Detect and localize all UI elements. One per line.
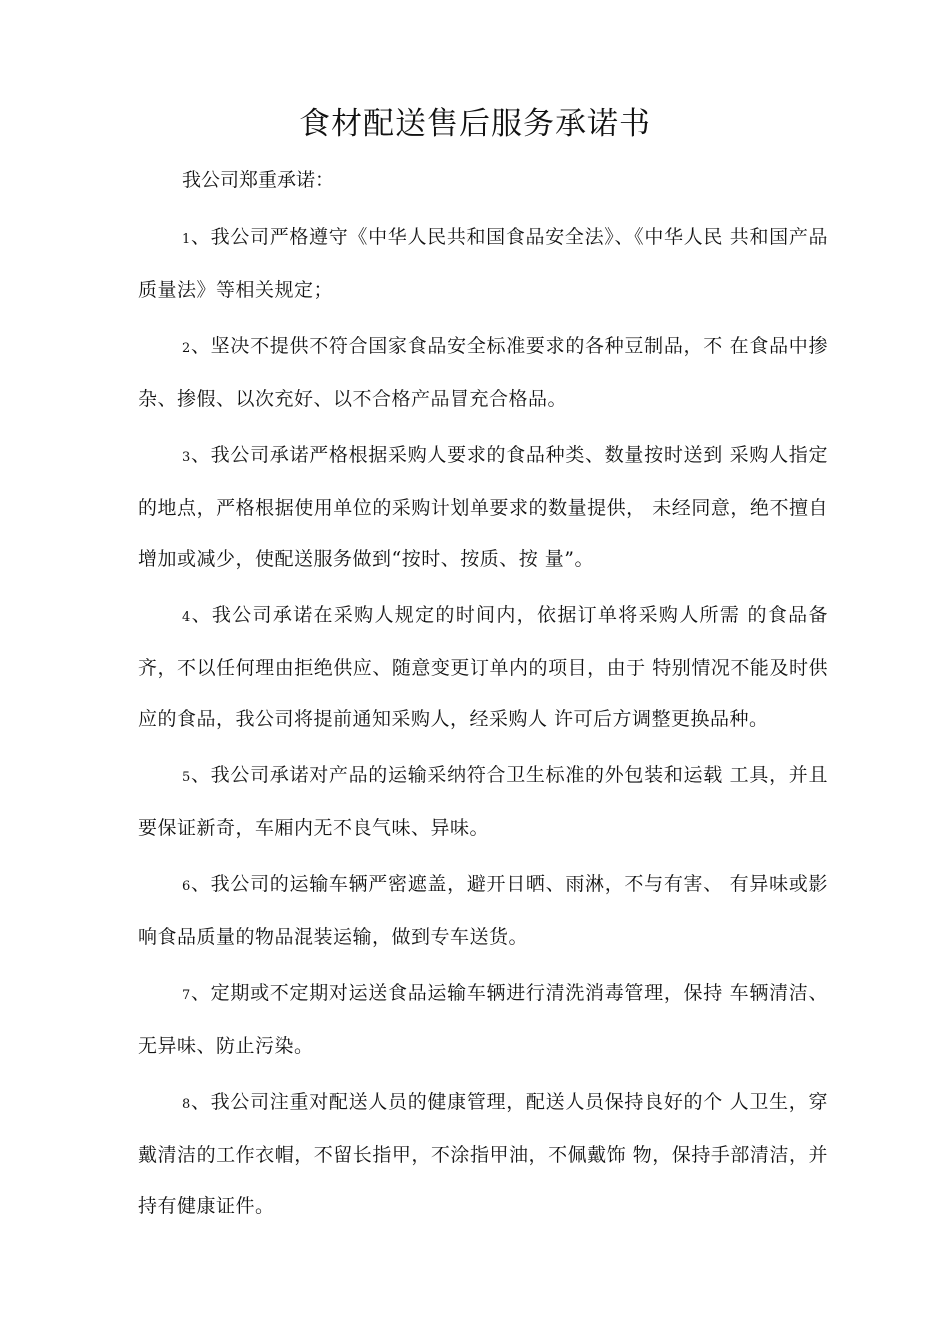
clause-text: 、我公司承诺严格根据采购人要求的食品种类、数量按时送到 采购人指定的地点，严格根据使用单位的采购计划单要求的数量提供， 未经同意，绝不擅自增加或减少，使配送服务做到“按时、按质、按 量”。	[138, 444, 828, 570]
clause-number: 5	[182, 770, 191, 785]
clause-number: 7	[182, 988, 191, 1003]
clause-text: 、我公司承诺对产品的运输采纳符合卫生标准的外包装和运载 工具，并且要保证新奇，车厢内无不良气味、异味。	[138, 764, 828, 839]
clause-8	[138, 1077, 828, 1232]
clause-2	[138, 321, 828, 425]
clause-number: 2	[182, 341, 191, 356]
clause-number: 8	[182, 1097, 191, 1112]
document-title: 食材配送售后服务承诺书	[299, 106, 651, 142]
clause-text: 、定期或不定期对运送食品运输车辆进行清洗消毒管理，保持 车辆清洁、无异味、防止污染。	[138, 982, 828, 1057]
clause-5	[138, 750, 828, 854]
clause-number: 4	[182, 610, 191, 625]
intro-line: 我公司郑重承诺：	[182, 169, 335, 191]
clause-text: 、我公司的运输车辆严密遮盖，避开日晒、雨淋，不与有害、 有异味或影响食品质量的物品混装运输，做到专车送货。	[138, 873, 828, 948]
clause-list	[138, 212, 828, 1237]
clause-3	[138, 430, 828, 585]
clause-4	[138, 590, 828, 745]
clause-number: 1	[182, 232, 191, 247]
clause-number: 3	[182, 450, 191, 465]
clause-6	[138, 859, 828, 963]
clause-text: 、坚决不提供不符合国家食品安全标准要求的各种豆制品，不 在食品中掺杂、掺假、以次充好、以不合格产品冒充合格品。	[138, 335, 828, 410]
clause-number: 6	[182, 879, 191, 894]
clause-1	[138, 212, 828, 316]
clause-text: 、我公司承诺在采购人规定的时间内，依据订单将采购人所需 的食品备齐，不以任何理由拒绝供应、随意变更订单内的项目，由于 特别情况不能及时供应的食品，我公司将提前通知采购人，经采购人 许可后方调整更换品种。	[138, 604, 828, 730]
clause-text: 、我公司严格遵守《中华人民共和国食品安全法》、《中华人民 共和国产品质量法》等相关规定；	[138, 226, 828, 301]
clause-text: 、我公司注重对配送人员的健康管理，配送人员保持良好的个 人卫生，穿戴清洁的工作衣帽，不留长指甲，不涂指甲油，不佩戴饰 物，保持手部清洁，并持有健康证件。	[138, 1091, 828, 1217]
clause-7	[138, 968, 828, 1072]
